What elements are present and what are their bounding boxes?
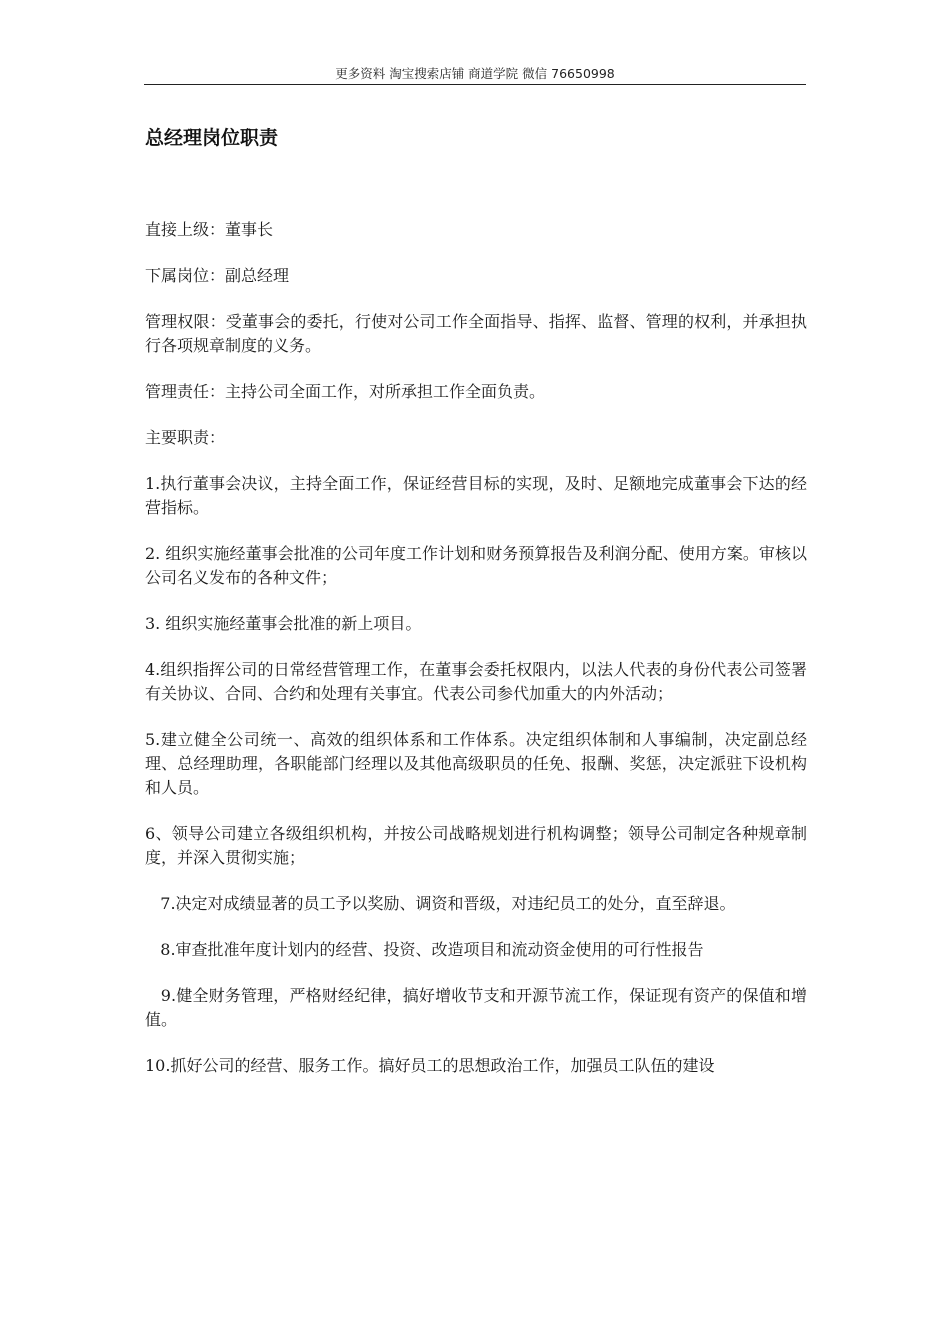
document-title: 总经理岗位职责 (145, 127, 279, 149)
duty-item-9: 9.健全财务管理，严格财经纪律，搞好增收节支和开源节流工作，保证现有资产的保值和增值。 (145, 986, 807, 1029)
duty-item-3: 3. 组织实施经董事会批准的新上项目。 (145, 614, 422, 633)
paragraph-direct-superior: 直接上级：董事长 (145, 220, 274, 239)
paragraph-main-duties-heading: 主要职责： (145, 428, 226, 447)
duty-item-6: 6、领导公司建立各级组织机构，并按公司战略规划进行机构调整；领导公司制定各种规章制度，并深入贯彻实施； (145, 824, 807, 867)
document-body (145, 218, 807, 1100)
duty-item-8: 8.审查批准年度计划内的经营、投资、改造项目和流动资金使用的可行性报告 (145, 940, 704, 959)
duty-item-10: 10.抓好公司的经营、服务工作。搞好员工的思想政治工作，加强员工队伍的建设 (145, 1056, 715, 1075)
duty-item-1: 1.执行董事会决议，主持全面工作，保证经营目标的实现，及时、足额地完成董事会下达的经营指标。 (145, 474, 807, 517)
page-header: 更多资料 淘宝搜索店铺 商道学院 微信 76650998 (335, 66, 615, 81)
duty-item-5: 5.建立健全公司统一、高效的组织体系和工作体系。决定组织体制和人事编制，决定副总经理、总经理助理，各职能部门经理以及其他高级职员的任免、报酬、奖惩，决定派驻下设机构和人员。 (145, 730, 807, 797)
paragraph-management-responsibility: 管理责任：主持公司全面工作，对所承担工作全面负责。 (145, 382, 546, 401)
duty-item-2: 2. 组织实施经董事会批准的公司年度工作计划和财务预算报告及利润分配、使用方案。审核以公司名义发布的各种文件； (145, 544, 807, 587)
duty-item-4: 4.组织指挥公司的日常经营管理工作，在董事会委托权限内，以法人代表的身份代表公司签署有关协议、合同、合约和处理有关事宜。代表公司参代加重大的内外活动； (145, 660, 807, 703)
paragraph-subordinate-position: 下属岗位：副总经理 (145, 266, 290, 285)
duty-item-7: 7.决定对成绩显著的员工予以奖励、调资和晋级，对违纪员工的处分，直至辞退。 (145, 894, 736, 913)
paragraph-management-authority: 管理权限：受董事会的委托，行使对公司工作全面指导、指挥、监督、管理的权利，并承担执行各项规章制度的义务。 (145, 312, 807, 355)
header-rule (144, 84, 806, 85)
